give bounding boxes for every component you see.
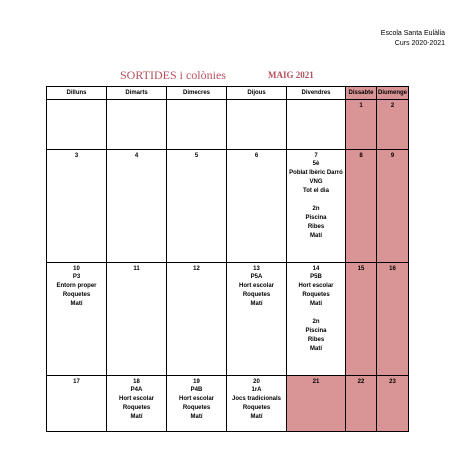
header-divendres: Divendres [287,87,346,100]
calendar-day-cell [377,150,409,263]
calendar-day-cell [167,100,227,150]
calendar-week-row [47,263,409,376]
activity-line: 5è [312,161,320,167]
day-number: 17 [73,379,80,385]
activity-line: 2n [312,206,320,212]
day-number: 1 [359,103,363,109]
activity-line: Piscina [305,328,327,334]
calendar-day-cell [287,376,346,432]
day-number: 18 [133,379,140,385]
activity-line: Hort escolar [298,283,334,289]
activity-line: Ribes [307,224,325,230]
day-number: 7 [314,153,318,159]
day-number: 15 [357,266,365,272]
calendar-day-cell [47,376,107,432]
calendar-day-cell [346,263,377,376]
calendar-day-cell [107,263,167,376]
calendar-day-cell [227,100,287,150]
activity-line: P5A [250,274,263,280]
calendar-day-cell [167,376,227,432]
calendar-day-cell [167,263,227,376]
day-number: 9 [390,153,395,159]
header-dijous: Dijous [227,87,287,100]
day-number: 12 [193,266,200,272]
calendar-day-cell [107,100,167,150]
header-dilluns: Dilluns [47,87,107,100]
activity-line: Roquetes [242,292,271,298]
page-title: SORTIDES i colònies [120,68,226,82]
header-diumenge: Diumenge [377,87,409,100]
day-number: 11 [133,266,140,272]
calendar-day-cell [377,100,409,150]
title-row [0,68,453,84]
activity-line: Roquetes [182,405,211,411]
activity-line: P3 [72,274,81,280]
activity-line: Roquetes [122,405,151,411]
activity-line: P5B [310,274,322,280]
calendar-day-cell [287,150,346,263]
day-number: 8 [359,153,363,159]
activity-line: Matí [310,233,322,239]
activity-line: Piscina [305,215,327,221]
calendar-day-cell [47,263,107,376]
calendar-day-cell [47,100,107,150]
day-number: 10 [73,266,80,272]
activity-line: VNG [309,179,323,185]
month-title: MAIG 2021 [268,70,314,80]
day-number: 2 [390,103,395,109]
activity-line: Matí [70,301,83,307]
school-info [381,29,445,49]
calendar-week-row [47,376,409,432]
activity-line: Matí [250,414,263,420]
activity-line: Matí [310,301,322,307]
activity-line: Hort escolar [238,283,274,289]
day-number: 13 [253,266,260,272]
day-number: 4 [134,153,139,159]
header-dimarts: Dimarts [107,87,167,100]
calendar-table [46,86,409,432]
calendar-day-cell [227,150,287,263]
day-number: 20 [253,379,260,385]
calendar-day-cell [107,150,167,263]
day-number: 16 [389,266,396,272]
activity-line: Roquetes [242,405,271,411]
calendar-day-cell [167,150,227,263]
calendar-week-row [47,100,409,150]
activity-line: Entorn proper [56,283,97,289]
activity-line: P4B [190,387,203,393]
calendar-day-cell [287,263,346,376]
calendar-day-cell [377,376,409,432]
activity-line: Jocs tradicionals [231,396,282,402]
activity-line: Matí [310,346,322,352]
day-number: 22 [357,379,365,385]
activity-line: Ribes [307,337,325,343]
activity-line: Poblat Ibèric Darró [289,170,343,176]
activity-line: 1rA [251,387,262,393]
activity-line: Roquetes [302,292,330,298]
activity-line: Hort escolar [118,396,154,402]
calendar-day-cell [377,263,409,376]
activity-line: Hort escolar [178,396,214,402]
calendar-day-cell [227,263,287,376]
calendar-week-row [47,150,409,263]
day-number: 14 [312,266,320,272]
calendar-day-cell [47,150,107,263]
activity-line: Roquetes [62,292,91,298]
activity-line: Matí [250,301,263,307]
day-number: 23 [389,379,396,385]
calendar-day-cell [346,150,377,263]
calendar-day-cell [346,376,377,432]
calendar-day-cell [346,100,377,150]
activity-line: 2n [312,319,320,325]
activity-line: P4A [130,387,143,393]
calendar-day-cell [227,376,287,432]
activity-line: Matí [130,414,143,420]
school-name: Escola Santa Eulàlia [380,30,445,37]
activity-line: Tot el dia [303,188,329,194]
day-number: 6 [254,153,259,159]
activity-line: Matí [190,414,203,420]
calendar-day-cell [107,376,167,432]
header-dissabte: Dissabte [346,87,377,100]
header-dimecres: Dimecres [167,87,227,100]
day-number: 3 [74,153,79,159]
day-number: 21 [312,379,320,385]
calendar-header-row [47,87,409,100]
activity-spacer [287,309,345,318]
calendar-day-cell [287,100,346,150]
activity-spacer [287,196,345,205]
day-number: 19 [193,379,200,385]
school-course: Curs 2020-2021 [394,40,445,47]
day-number: 5 [194,153,199,159]
